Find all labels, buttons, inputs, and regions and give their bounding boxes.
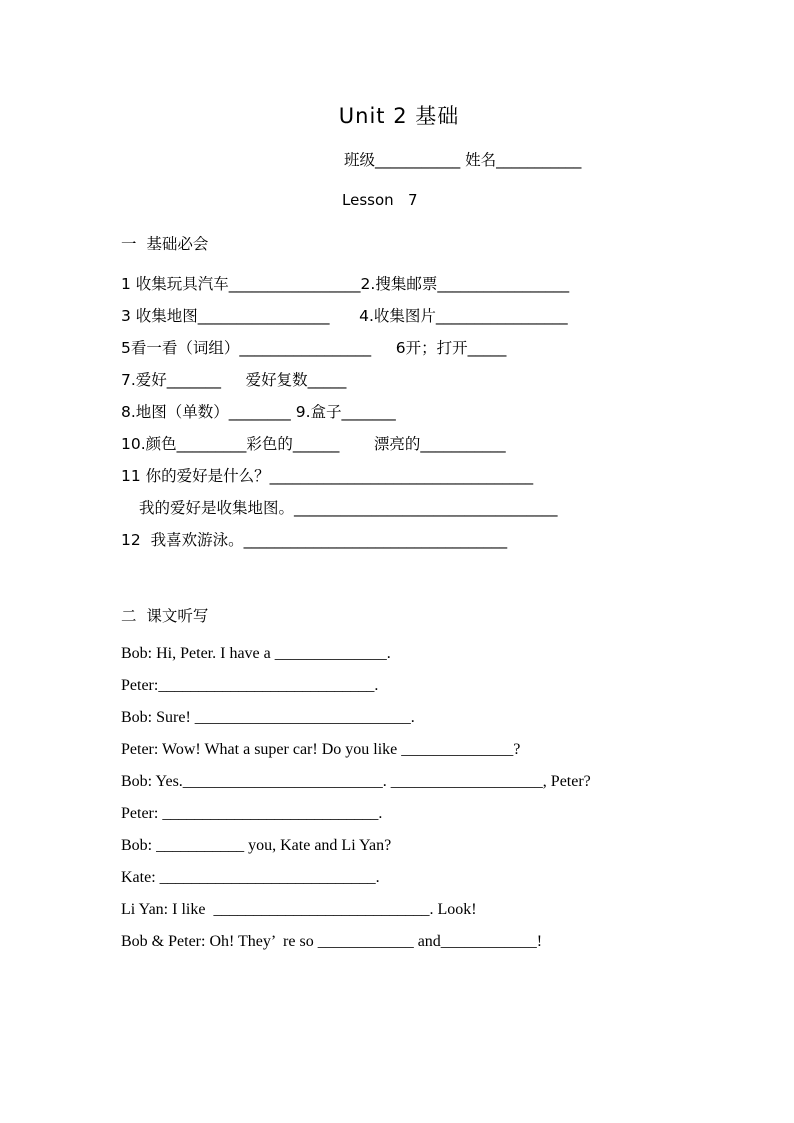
dialogue-line: Bob: ___________ you, Kate and Li Yan? (121, 837, 392, 854)
exercise-line: 12 我喜欢游泳。__________________________________ (121, 531, 508, 549)
dialogue-line: Peter: Wow! What a super car! Do you like ______________? (121, 741, 521, 758)
dialogue-line: Bob: Sure! ___________________________. (121, 709, 415, 726)
exercise-line: 我的爱好是收集地图。__________________________________ (139, 499, 558, 517)
lesson-label: Lesson 7 (342, 191, 418, 209)
exercise-line: 8.地图（单数）________ 9.盒子_______ (121, 403, 396, 421)
class-name-line: 班级___________ 姓名___________ (344, 151, 582, 169)
exercise-line: 7.爱好_______ 爱好复数_____ (121, 371, 347, 389)
dialogue-line: Li Yan: I like ___________________________. Look! (121, 901, 477, 918)
dialogue-line: Bob: Hi, Peter. I have a ______________. (121, 645, 391, 662)
dialogue-line: Kate: ___________________________. (121, 869, 380, 886)
exercise-line: 1 收集玩具汽车_________________2.搜集邮票_________________ (121, 275, 570, 293)
dialogue-line: Peter:___________________________. (121, 677, 379, 694)
exercise-line: 3 收集地图_________________ 4.收集图片_________________ (121, 307, 568, 325)
dialogue-line: Peter: ___________________________. (121, 805, 383, 822)
page-title: Unit 2 基础 (338, 104, 460, 128)
dialogue-line: Bob & Peter: Oh! They’ re so ____________ and____________! (121, 933, 543, 950)
section-heading-dictation: 二 课文听写 (121, 607, 209, 625)
exercise-line: 5看一看（词组）_________________ 6开；打开_____ (121, 339, 507, 357)
exercise-line: 11 你的爱好是什么？__________________________________ (121, 467, 534, 485)
exercise-line: 10.颜色_________彩色的______ 漂亮的___________ (121, 435, 506, 453)
dialogue-line: Bob: Yes._________________________. ___________________, Peter? (121, 773, 591, 790)
section-heading-basics: 一 基础必会 (121, 235, 209, 253)
